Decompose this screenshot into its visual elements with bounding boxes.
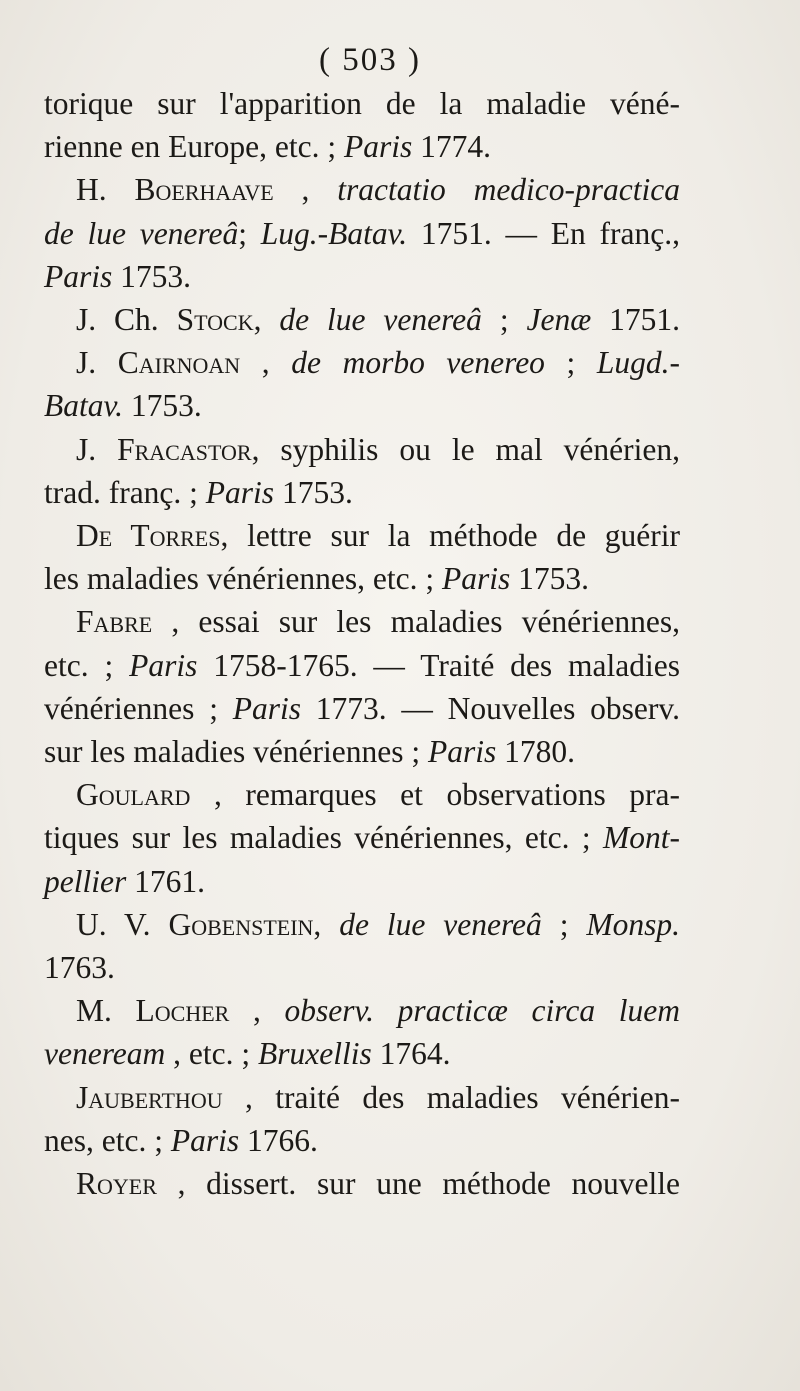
page-number: ( 503 ) — [319, 42, 421, 78]
italic-text: tractatio medico-practica — [337, 172, 681, 208]
text-line — [44, 212, 680, 255]
text-segment: 1761. — [126, 863, 205, 899]
italic-text: Batav. — [44, 388, 124, 424]
italic-text: de lue venereâ — [279, 302, 482, 338]
text-line — [44, 557, 680, 600]
italic-text: Lug.-Batav. — [260, 215, 408, 251]
text-segment: J. Ch. — [76, 302, 177, 338]
text-segment: 1751. — En franç., — [407, 215, 680, 251]
text-line — [44, 1162, 680, 1205]
text-segment: 1753. — [112, 258, 192, 294]
text-segment: , — [313, 906, 340, 942]
text-segment: ; — [481, 302, 527, 338]
text-line — [44, 816, 680, 859]
text-segment: , — [253, 302, 280, 338]
text-segment: , dissert. sur une méthode nouvelle — [156, 1166, 680, 1202]
text-segment: nes, etc. ; — [44, 1122, 171, 1158]
text-line — [44, 168, 680, 211]
italic-text: Paris — [44, 258, 113, 294]
text-line — [44, 82, 680, 125]
italic-text: Paris — [344, 129, 413, 165]
text-segment: , syphilis ou le mal vénérien, — [251, 431, 680, 467]
text-segment: les maladies vénériennes, etc. ; — [44, 561, 442, 597]
italic-text: de lue venereâ — [44, 215, 239, 251]
text-segment: ; — [544, 345, 597, 381]
text-line — [44, 428, 680, 471]
text-line — [44, 600, 680, 643]
author-name: De Torres — [76, 518, 221, 554]
text-segment: 1764. — [371, 1036, 451, 1072]
text-line — [44, 514, 680, 557]
text-segment: trad. franç. ; — [44, 474, 206, 510]
italic-text: veneream — [44, 1036, 166, 1072]
text-line — [44, 946, 680, 989]
italic-text: de lue venereâ — [339, 906, 542, 942]
author-name: Fabre — [76, 604, 153, 640]
text-line — [44, 773, 680, 816]
italic-text: Lugd.- — [596, 345, 681, 381]
text-segment: , — [240, 345, 292, 381]
text-segment: 1774. — [412, 129, 492, 165]
text-line — [44, 255, 680, 298]
text-line — [44, 730, 680, 773]
text-line — [44, 860, 680, 903]
text-line — [44, 1076, 680, 1119]
author-name: Gobenstein — [168, 906, 314, 942]
italic-text: Paris — [129, 647, 198, 683]
text-segment: U. V. — [76, 906, 169, 942]
text-line — [44, 1119, 680, 1162]
italic-text: pellier — [44, 863, 127, 899]
text-segment: 1753. — [274, 474, 353, 510]
text-segment: tiques sur les maladies vénériennes, etc. ; — [44, 820, 604, 856]
italic-text: Monsp. — [586, 906, 680, 942]
text-line — [44, 644, 680, 687]
italic-text: Bruxellis — [257, 1036, 372, 1072]
author-name: Locher — [135, 993, 230, 1029]
text-segment: 1780. — [496, 734, 576, 770]
text-segment: , etc. ; — [165, 1036, 258, 1072]
text-segment: ; — [238, 215, 261, 251]
italic-text: Paris — [205, 474, 275, 510]
author-name: Fracastor — [117, 431, 252, 467]
italic-text: Paris — [441, 561, 511, 597]
author-name: Royer — [76, 1166, 157, 1202]
italic-text: observ. practicæ circa luem — [284, 993, 680, 1029]
text-segment: torique sur l'apparition de la maladie véné- — [44, 86, 680, 121]
text-segment: vénériennes ; — [44, 690, 233, 726]
text-segment: 1753. — [123, 388, 202, 424]
text-segment: M. — [76, 993, 136, 1029]
author-name: Boerhaave — [134, 172, 274, 208]
text-line — [44, 298, 680, 341]
text-line — [44, 1032, 680, 1075]
text-segment: ; — [541, 906, 587, 942]
text-segment: , lettre sur la méthode de guérir — [220, 518, 680, 554]
italic-text: Paris — [428, 734, 497, 770]
text-segment: , — [273, 172, 338, 208]
author-name: Cairnoan — [117, 345, 241, 381]
text-segment: J. — [76, 345, 118, 381]
text-segment: 1763. — [44, 950, 115, 986]
italic-text: de morbo venereo — [291, 345, 545, 381]
text-line — [44, 471, 680, 514]
text-line — [44, 341, 680, 384]
text-segment: 1758-1765. — Traité des maladies — [197, 647, 680, 683]
page-text-body — [44, 82, 680, 1205]
text-segment: , essai sur les maladies vénériennes, — [152, 604, 680, 640]
text-line — [44, 903, 680, 946]
text-line — [44, 989, 680, 1032]
text-line — [44, 384, 680, 427]
text-segment: 1751. — [591, 302, 680, 338]
text-segment: etc. ; — [44, 647, 130, 683]
italic-text: Jenæ — [526, 302, 592, 338]
author-name: Jauberthou — [76, 1079, 223, 1115]
text-segment: , traité des maladies vénérien- — [222, 1079, 680, 1115]
author-name: Goulard — [76, 777, 191, 813]
text-segment: 1773. — Nouvelles observ. — [300, 690, 680, 726]
text-segment: , — [229, 993, 285, 1029]
text-segment: J. — [76, 431, 118, 467]
text-line — [44, 125, 680, 168]
author-name: Stock — [176, 302, 254, 338]
text-segment: 1753. — [510, 561, 589, 597]
italic-text: Mont- — [603, 820, 680, 856]
text-segment: rienne en Europe, etc. ; — [44, 129, 344, 165]
italic-text: Paris — [232, 690, 301, 726]
text-line — [44, 687, 680, 730]
text-segment: sur les maladies vénériennes ; — [44, 734, 428, 770]
text-segment: 1766. — [239, 1122, 318, 1158]
text-segment: H. — [76, 172, 135, 208]
italic-text: Paris — [170, 1122, 240, 1158]
text-segment: , remarques et observations pra- — [190, 777, 680, 813]
